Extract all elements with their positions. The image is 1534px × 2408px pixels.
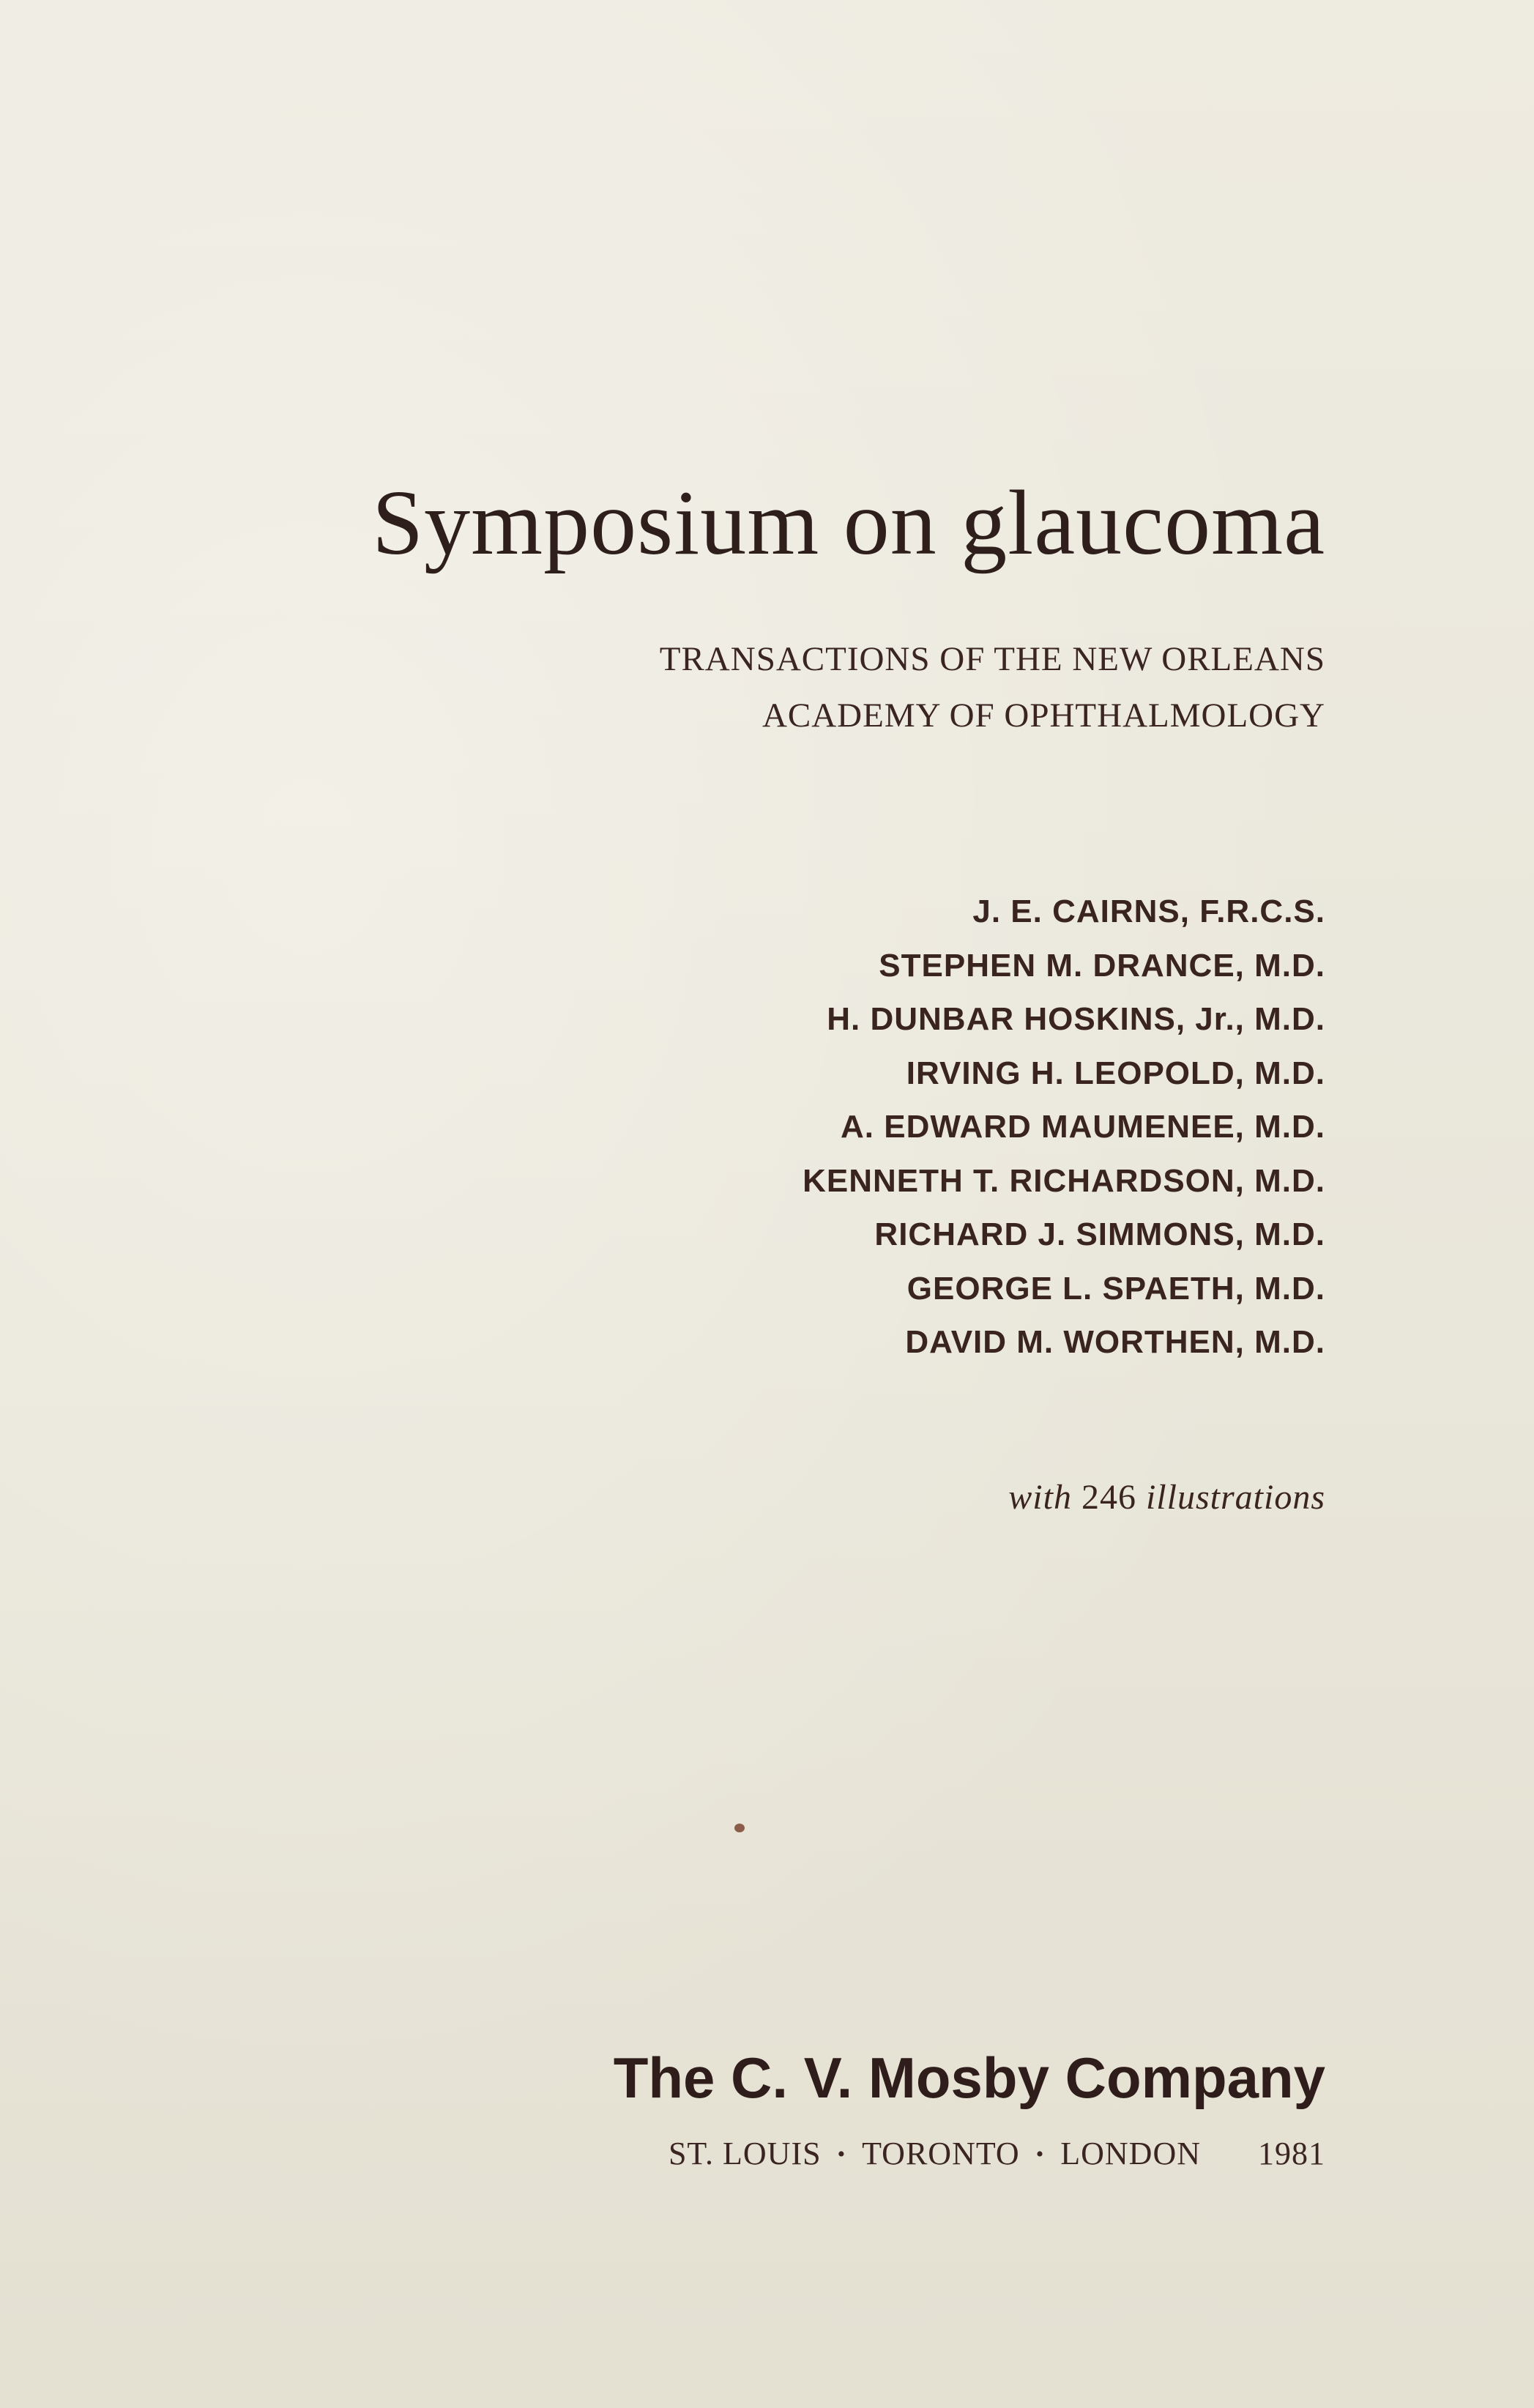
author-name: KENNETH T. RICHARDSON, M.D.	[803, 1162, 1325, 1199]
subtitle-line: ACADEMY OF OPHTHALMOLOGY	[762, 696, 1325, 735]
book-title: Symposium on glaucoma	[372, 472, 1325, 574]
illustrations-number: 246	[1081, 1478, 1136, 1517]
author-name: GEORGE L. SPAETH, M.D.	[906, 1270, 1325, 1307]
publisher-imprint	[669, 2128, 1325, 2180]
author-name: A. EDWARD MAUMENEE, M.D.	[841, 1109, 1325, 1145]
paper-speck	[734, 1824, 745, 1832]
author-name: H. DUNBAR HOSKINS, Jr., M.D.	[827, 1001, 1325, 1037]
city-name: ST. LOUIS	[668, 2136, 822, 2171]
illustrations-suffix: illustrations	[1145, 1478, 1325, 1517]
author-name: J. E. CAIRNS, F.R.C.S.	[972, 893, 1325, 929]
bullet-separator: •	[837, 2142, 846, 2166]
book-subtitle	[660, 631, 1325, 744]
author-list	[803, 885, 1325, 1370]
author-name: RICHARD J. SIMMONS, M.D.	[874, 1216, 1325, 1252]
publisher-name: The C. V. Mosby Company	[613, 2045, 1325, 2110]
author-name: DAVID M. WORTHEN, M.D.	[905, 1324, 1325, 1360]
subtitle-line: TRANSACTIONS OF THE NEW ORLEANS	[659, 640, 1325, 678]
bullet-separator: •	[1035, 2142, 1045, 2166]
city-name: LONDON	[1060, 2136, 1201, 2171]
author-name: IRVING H. LEOPOLD, M.D.	[906, 1055, 1325, 1091]
author-name: STEPHEN M. DRANCE, M.D.	[879, 947, 1325, 984]
publication-year: 1981	[1258, 2136, 1325, 2171]
illustration-count	[1008, 1472, 1325, 1523]
city-name: TORONTO	[862, 2136, 1020, 2171]
illustrations-prefix: with	[1008, 1478, 1072, 1517]
